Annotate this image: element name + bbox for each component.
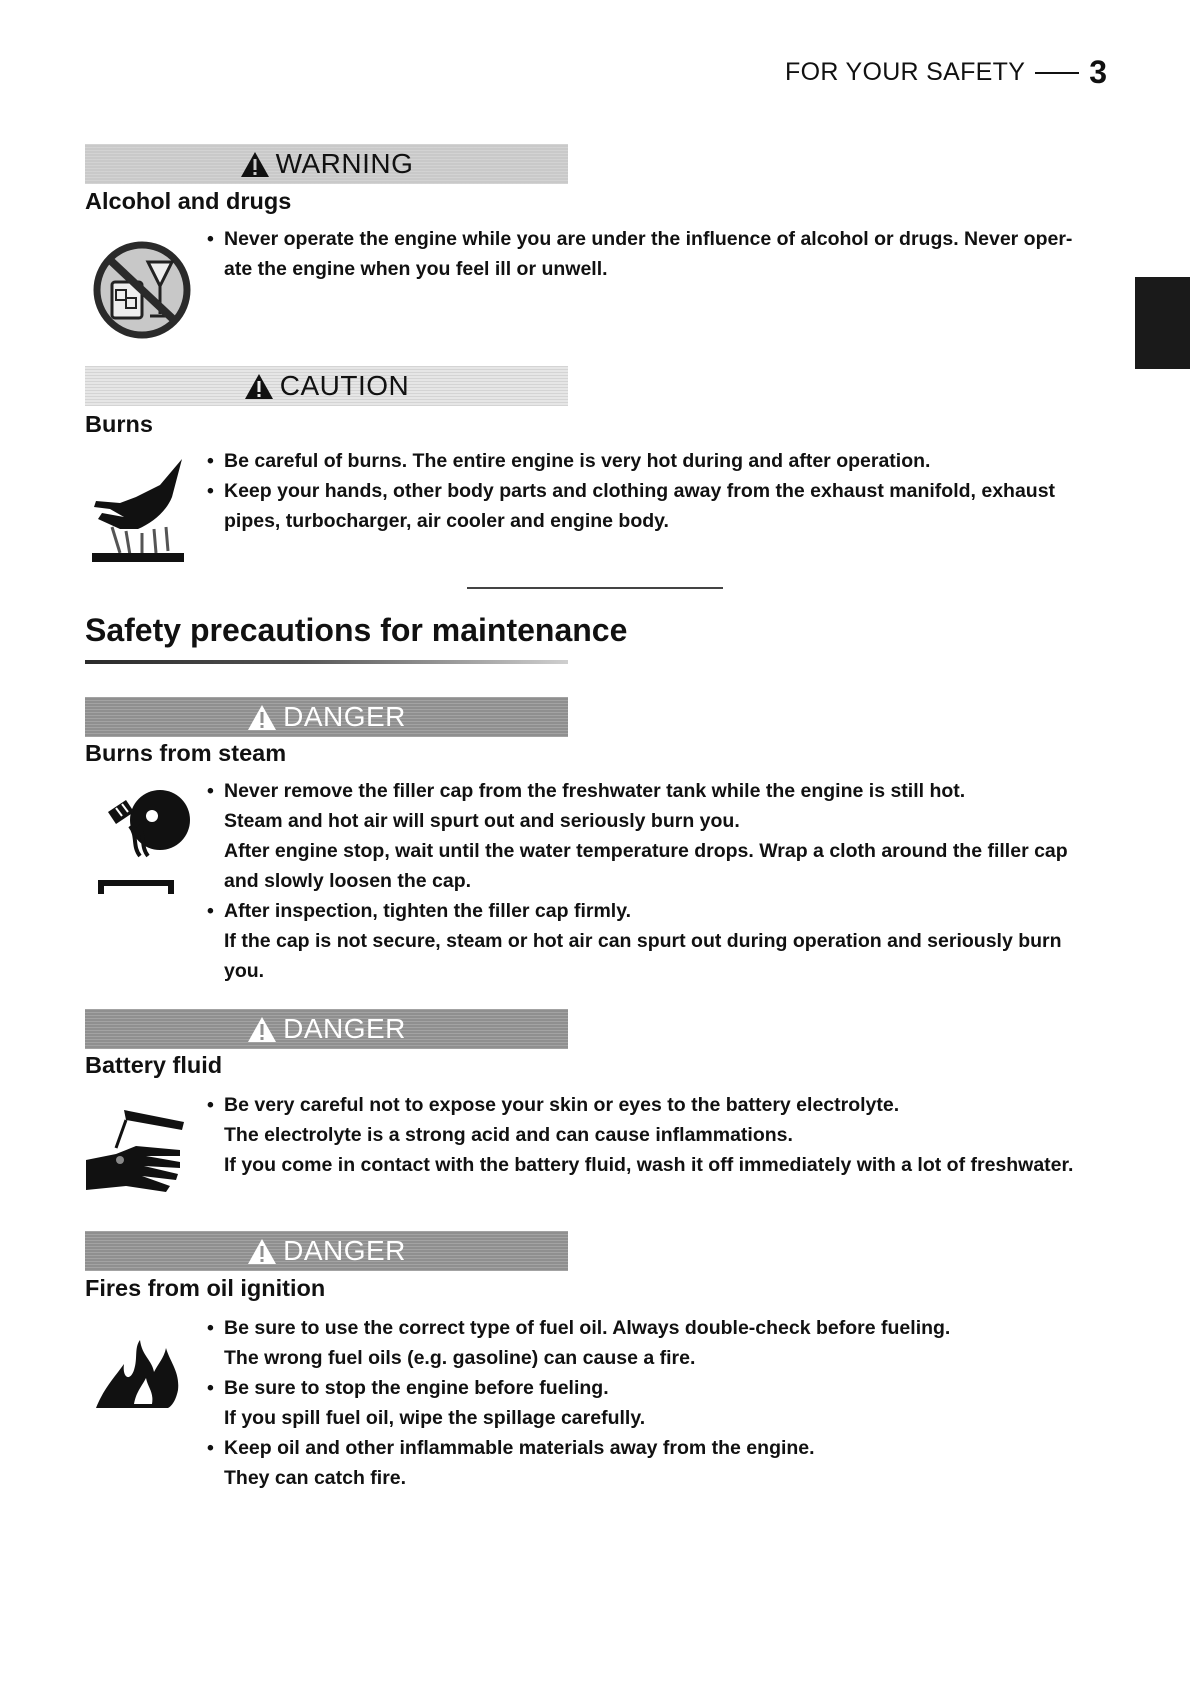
bullet-list <box>207 224 1107 284</box>
danger-banner <box>85 697 568 737</box>
page-title: Safety precautions for maintenance <box>85 612 628 648</box>
hot-surface-hand-icon <box>90 457 190 568</box>
chapter-tab <box>1135 277 1190 369</box>
danger-banner <box>85 1009 568 1049</box>
no-alcohol-icon <box>90 240 194 345</box>
bullet-list <box>207 1090 1107 1180</box>
list-item: • Keep your hands, other body parts and clothing away from the exhaust manifold, exhaust pipes, turbocharger, air cooler and engine body. <box>207 476 1107 536</box>
list-item: • Never remove the filler cap from the freshwater tank while the engine is still hot. Steam and hot air will spurt out and seriously burn you. After engine stop, wait until the water temperature drops. Wrap a cloth around the filler cap and slowly loosen the cap. <box>207 776 1107 896</box>
page-header <box>785 54 1107 91</box>
section-title: Alcohol and drugs <box>85 188 292 214</box>
steam-burn-icon <box>94 786 198 899</box>
list-item: • Never operate the engine while you are under the influence of alcohol or drugs. Never oper- ate the engine when you feel ill or unwell. <box>207 224 1107 284</box>
divider <box>467 587 723 589</box>
corrosive-liquid-icon <box>86 1108 186 1199</box>
list-item: • Keep oil and other inflammable materials away from the engine. They can catch fire. <box>207 1433 1107 1493</box>
fire-icon <box>94 1338 190 1415</box>
bullet-list <box>207 776 1107 986</box>
warning-triangle-icon <box>247 1016 277 1043</box>
banner-label: WARNING <box>275 148 414 179</box>
section-title: Fires from oil ignition <box>85 1275 326 1301</box>
warning-triangle-icon <box>247 704 277 731</box>
banner-label: DANGER <box>283 701 406 732</box>
header-rule <box>1035 72 1079 74</box>
warning-triangle-icon <box>240 151 270 178</box>
warning-triangle-icon <box>247 1238 277 1265</box>
danger-banner <box>85 1231 568 1271</box>
warning-banner <box>85 144 568 184</box>
bullet-list <box>207 1313 1107 1493</box>
list-item: • After inspection, tighten the filler cap firmly. If the cap is not secure, steam or hot air can spurt out during operation and seriously burn you. <box>207 896 1107 986</box>
list-item: • Be careful of burns. The entire engine is very hot during and after operation. <box>207 446 1107 476</box>
list-item: • Be sure to use the correct type of fuel oil. Always double-check before fueling. The wrong fuel oils (e.g. gasoline) can cause a fire. <box>207 1313 1107 1373</box>
bullet-list <box>207 446 1107 536</box>
section-title: Burns from steam <box>85 740 287 766</box>
header-title: FOR YOUR SAFETY <box>785 58 1026 86</box>
banner-label: DANGER <box>283 1013 406 1044</box>
banner-label: CAUTION <box>279 370 410 401</box>
list-item: • Be sure to stop the engine before fueling. If you spill fuel oil, wipe the spillage carefully. <box>207 1373 1107 1433</box>
list-item: • Be very careful not to expose your skin or eyes to the battery electrolyte. The electrolyte is a strong acid and can cause inflammations. If you come in contact with the battery fluid, wash it off immediately with a lot of freshwater. <box>207 1090 1107 1180</box>
caution-banner <box>85 366 568 406</box>
section-title: Burns <box>85 411 153 437</box>
page-number: 3 <box>1089 54 1107 90</box>
heading-underline <box>85 660 568 664</box>
banner-label: DANGER <box>283 1235 406 1266</box>
section-title: Battery fluid <box>85 1052 223 1078</box>
warning-triangle-icon <box>244 373 274 400</box>
